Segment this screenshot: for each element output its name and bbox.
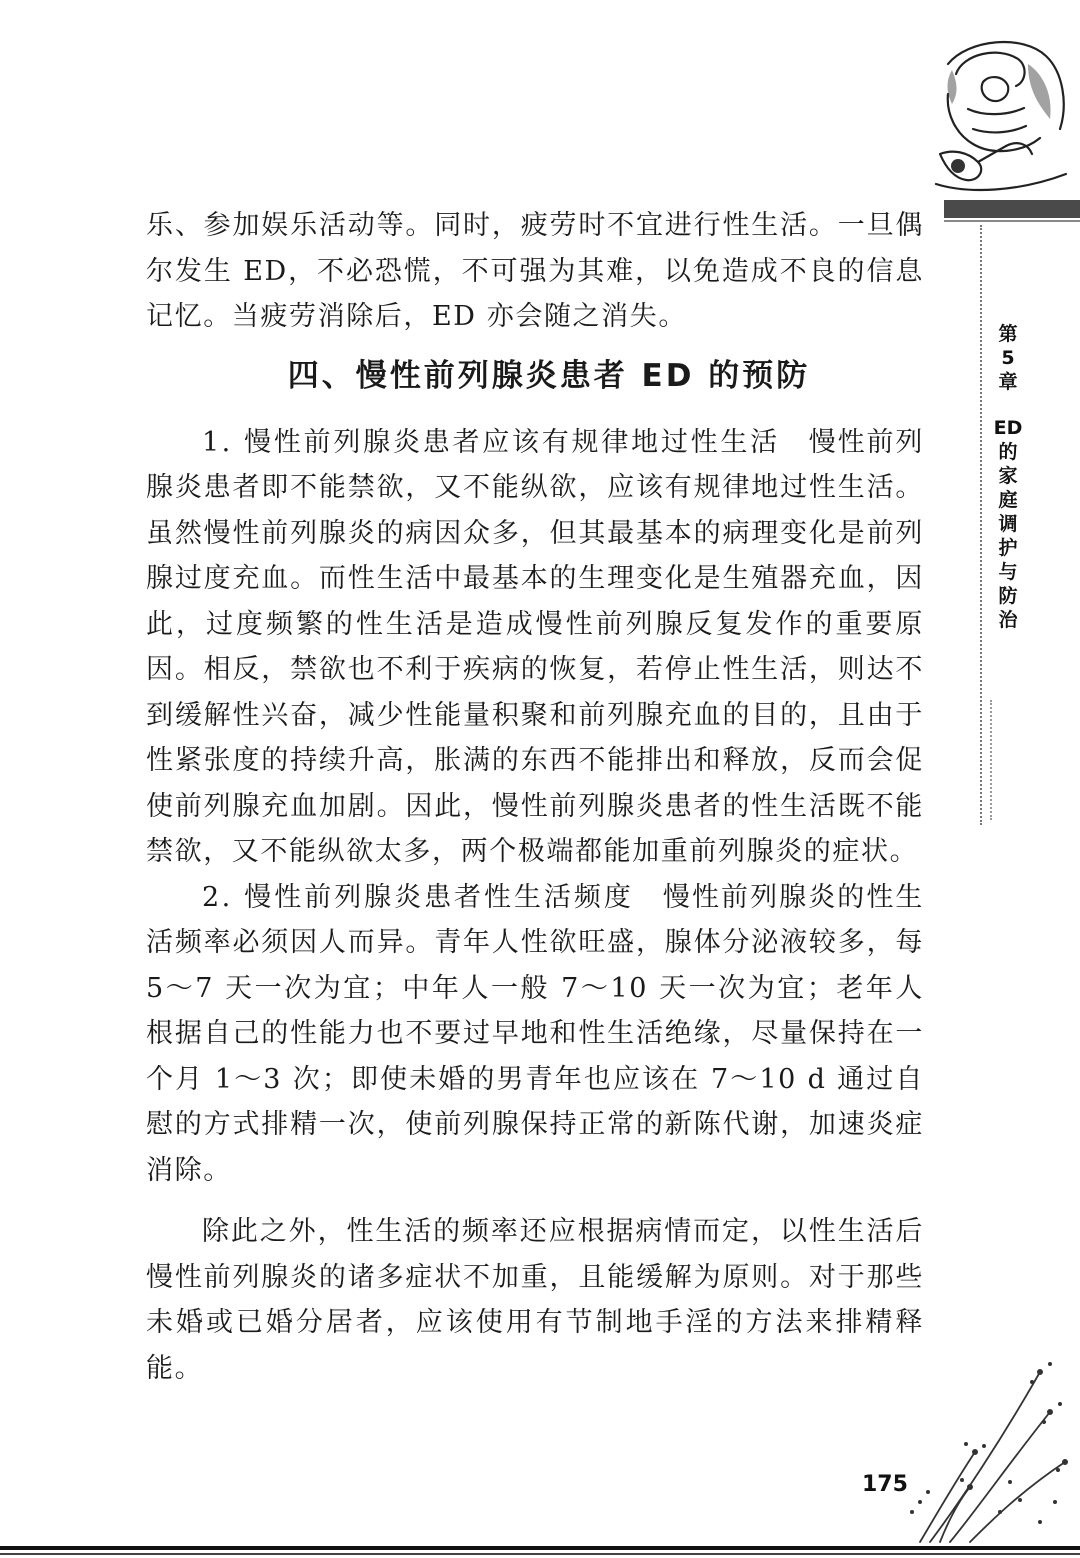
- paragraph-item-1: [146, 420, 924, 875]
- item-1-lead: 1. 慢性前列腺炎患者应该有规律地过性生活: [202, 426, 780, 458]
- page-number: 175: [862, 1472, 908, 1497]
- bottom-rule: [0, 1546, 1080, 1550]
- item-2-text: 慢性前列腺炎的性生活频率必须因人而异。青年人性欲旺盛，腺体分泌液较多，每 5～7 天一次为宜；中年人一般 7～10 天一次为宜；老年人根据自己的性能力也不要过早地和性生活绝缘，尽量保持在一个月 1～3 次；即使未婚的男青年也应该在 7～10 d 通过自慰的方式排精一次，使前列腺保持正常的新陈代谢，加速炎症消除。: [146, 881, 925, 1186]
- main-text-column: [146, 203, 924, 1391]
- chapter-title-char: 防: [998, 585, 1018, 607]
- paragraph-item-2: [146, 875, 924, 1194]
- chapter-rule: [944, 200, 1080, 218]
- floral-decoration: [900, 1352, 1075, 1544]
- item-1-text: 慢性前列腺炎患者即不能禁欲，又不能纵欲，应该有规律地过性生活。虽然慢性前列腺炎的病因众多，但其最基本的病理变化是前列腺过度充血。而性生活中最基本的生理变化是生殖器充血，因此，过度频繁的性生活是造成慢性前列腺反复发作的重要原因。相反，禁欲也不利于疾病的恢复，若停止性生活，则达不到缓解性兴奋，减少性能量积聚和前列腺充血的目的，且由于性紧张度的持续升高，胀满的东西不能排出和释放，反而会促使前列腺充血加剧。因此，慢性前列腺炎患者的性生活既不能禁欲，又不能纵欲太多，两个极端都能加重前列腺炎的症状。: [146, 426, 924, 867]
- paragraph-continued: 乐、参加娱乐活动等。同时，疲劳时不宜进行性生活。一旦偶尔发生 ED，不必恐慌，不可强为其难，以免造成不良的信息记忆。当疲劳消除后，ED 亦会随之消失。: [146, 210, 924, 332]
- strongman-illustration: [928, 34, 1073, 199]
- chapter-title-char: 治: [998, 609, 1018, 631]
- chapter-title-char: ED: [993, 417, 1023, 439]
- chapter-number: 5: [1001, 347, 1015, 369]
- paragraph-closing: 除此之外，性生活的频率还应根据病情而定，以性生活后慢性前列腺炎的诸多症状不加重，且能缓解为原则。对于那些未婚或已婚分居者，应该使用有节制地手淫的方法来排精释能。: [146, 1216, 924, 1384]
- side-dotted-line-secondary: [990, 700, 992, 820]
- chapter-title-char: 的: [998, 441, 1018, 463]
- chapter-title-char: 护: [998, 537, 1018, 559]
- chapter-side-tab: [990, 322, 1026, 632]
- chapter-title-char: 庭: [998, 489, 1018, 511]
- side-dotted-line: [980, 225, 982, 825]
- item-2-lead: 2. 慢性前列腺炎患者性生活频度: [202, 881, 634, 913]
- chapter-title-char: 调: [998, 513, 1018, 535]
- chapter-char: 章: [998, 371, 1018, 393]
- section-heading: 四、慢性前列腺炎患者 ED 的预防: [287, 357, 811, 394]
- bottom-rule-thin: [0, 1553, 1080, 1555]
- chapter-title-char: 与: [998, 561, 1018, 583]
- chapter-char: 第: [998, 323, 1018, 345]
- chapter-title-char: 家: [998, 465, 1018, 487]
